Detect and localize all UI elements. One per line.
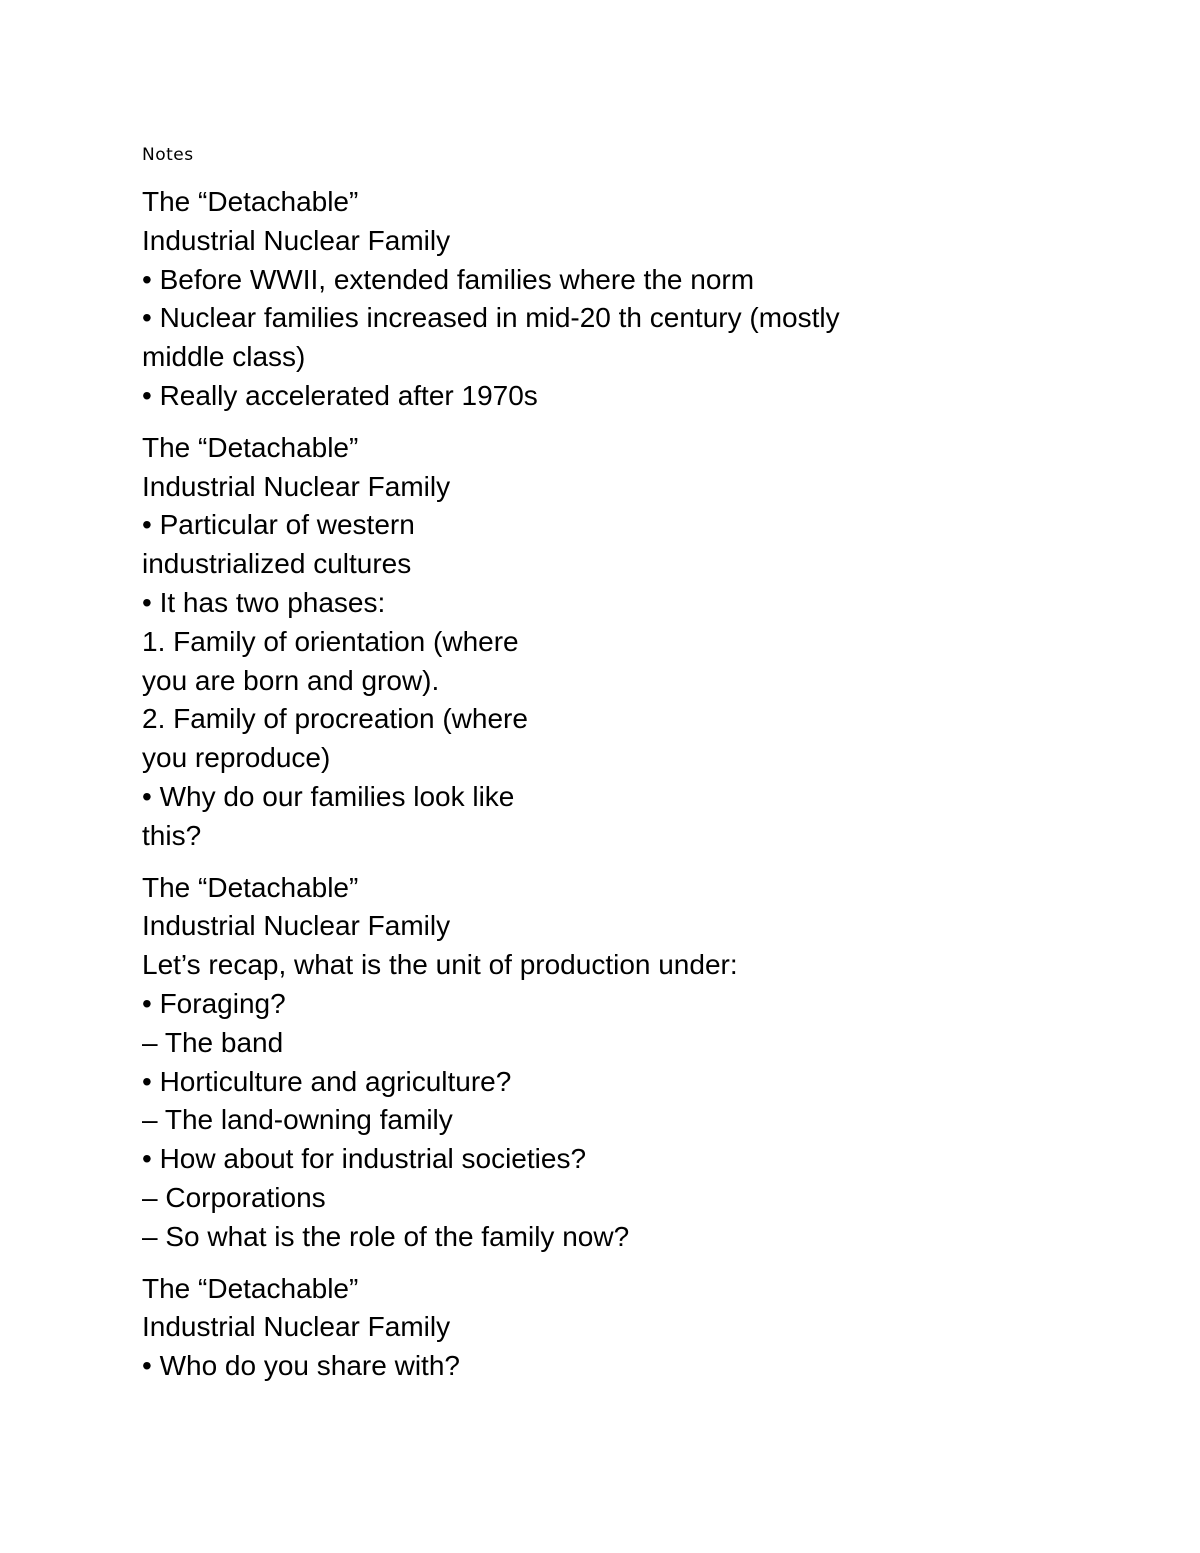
section-subtitle: Industrial Nuclear Family (142, 1311, 451, 1343)
bullet-line: • Horticulture and agriculture? (142, 1065, 512, 1097)
note-section-2 (142, 429, 1102, 856)
bullet-line: • How about for industrial societies? (142, 1143, 587, 1175)
bullet-line: • Nuclear families increased in mid-20 th century (mostly (142, 302, 840, 334)
section-subtitle: Industrial Nuclear Family (142, 470, 451, 502)
numbered-line-continued: you are born and grow). (142, 664, 440, 696)
dash-line: – The band (142, 1026, 284, 1058)
numbered-line: 2. Family of procreation (where (142, 703, 528, 735)
section-title: The “Detachable” (142, 1272, 359, 1304)
section-subtitle: Industrial Nuclear Family (142, 910, 451, 942)
bullet-line-continued: this? (142, 819, 202, 851)
dash-line: – Corporations (142, 1181, 326, 1213)
numbered-line-continued: you reproduce) (142, 742, 331, 774)
bullet-line-continued: industrialized cultures (142, 548, 412, 580)
note-section-3 (142, 869, 1102, 1257)
note-section-1 (142, 183, 1102, 416)
bullet-line: • Foraging? (142, 987, 286, 1019)
numbered-line: 1. Family of orientation (where (142, 625, 519, 657)
section-subtitle: Industrial Nuclear Family (142, 224, 451, 256)
bullet-line: • Really accelerated after 1970s (142, 379, 538, 411)
section-title: The “Detachable” (142, 871, 359, 903)
bullet-line: • It has two phases: (142, 586, 386, 618)
section-title: The “Detachable” (142, 186, 359, 217)
bullet-line: • Before WWII, extended families where the norm (142, 263, 755, 295)
dash-line: – The land-owning family (142, 1104, 453, 1136)
bullet-line-continued: middle class) (142, 341, 306, 373)
notes-header: Notes (142, 145, 194, 165)
bullet-line: • Why do our families look like (142, 780, 515, 812)
notes-content (142, 183, 1102, 1399)
bullet-line: • Who do you share with? (142, 1350, 460, 1382)
dash-line: – So what is the role of the family now? (142, 1220, 630, 1252)
bullet-line: • Particular of western (142, 509, 415, 541)
note-section-4 (142, 1270, 1102, 1386)
section-title: The “Detachable” (142, 431, 359, 463)
body-line: Let’s recap, what is the unit of production under: (142, 949, 738, 981)
